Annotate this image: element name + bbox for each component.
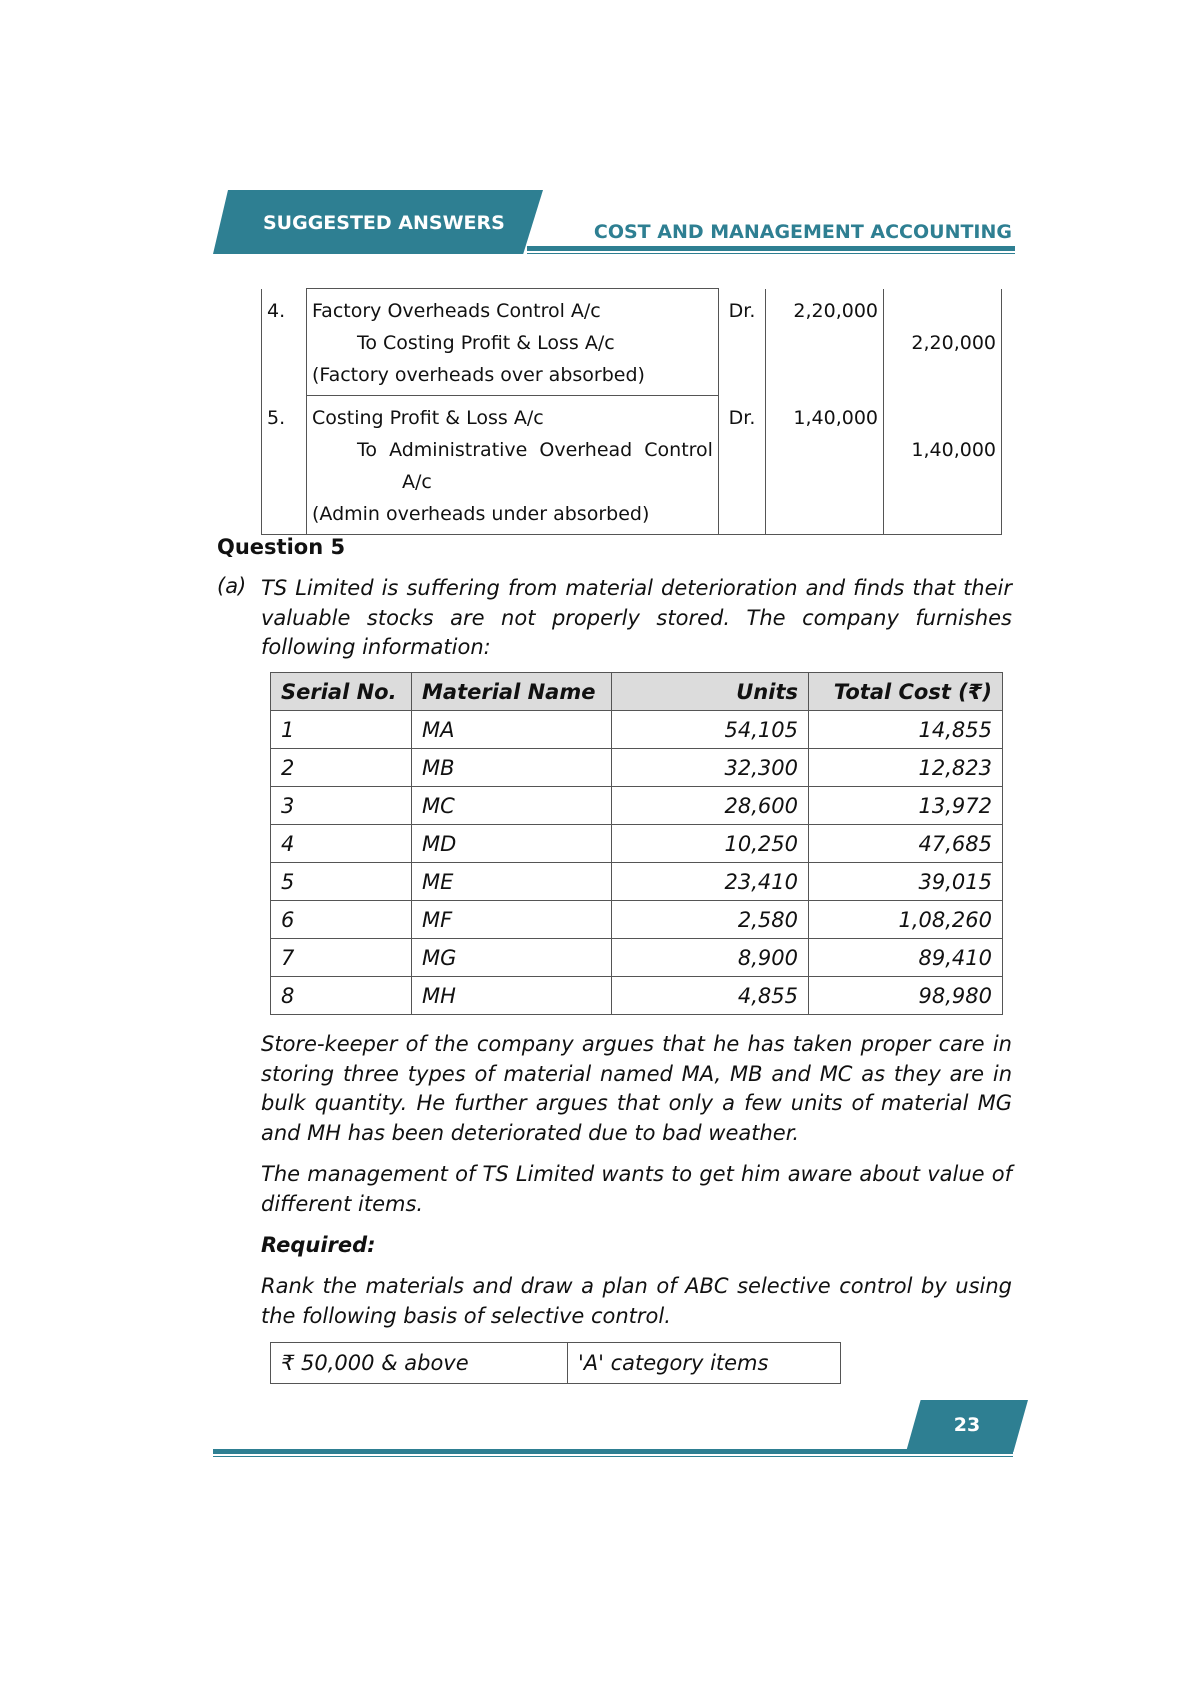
table-row [271, 749, 1003, 787]
serial-cell: 2 [271, 749, 412, 787]
basis-table [270, 1342, 841, 1384]
total-cost-cell: 12,823 [809, 749, 1003, 787]
total-cost-cell: 1,08,260 [809, 901, 1003, 939]
table-row [271, 863, 1003, 901]
material-cell: MA [412, 711, 612, 749]
credit-amount: 2,20,000 [911, 331, 996, 354]
units-cell: 28,600 [612, 787, 809, 825]
table-row [271, 977, 1003, 1015]
credit-word: Overhead [539, 439, 633, 461]
col-header-material: Material Name [412, 673, 612, 711]
material-cell: MG [412, 939, 612, 977]
footer-rule-thin [213, 1456, 1013, 1457]
basis-row [271, 1343, 841, 1384]
units-cell: 32,300 [612, 749, 809, 787]
material-cell: MC [412, 787, 612, 825]
serial-cell: 6 [271, 901, 412, 939]
dr-label: Dr. [719, 289, 766, 396]
basis-range: ₹ 50,000 & above [271, 1343, 568, 1384]
question-intro: TS Limited is suffering from material deterioration and finds that their valuable stocks are not properly stored. The company furnishes following information: [261, 576, 1012, 659]
material-cell: MD [412, 825, 612, 863]
question-title: Question 5 [217, 535, 346, 559]
credit-amount-cell [884, 396, 1002, 535]
basis-category: 'A' category items [568, 1343, 841, 1384]
required-label: Required: [261, 1233, 376, 1257]
materials-table [270, 672, 1003, 1015]
units-cell: 8,900 [612, 939, 809, 977]
entry-number: 4. [262, 289, 307, 396]
header-rule [527, 246, 1015, 251]
units-cell: 54,105 [612, 711, 809, 749]
material-cell: MB [412, 749, 612, 787]
total-cost-cell: 13,972 [809, 787, 1003, 825]
dr-label: Dr. [719, 396, 766, 535]
units-cell: 10,250 [612, 825, 809, 863]
serial-cell: 4 [271, 825, 412, 863]
table-row [271, 901, 1003, 939]
entry-particulars [307, 396, 719, 535]
serial-cell: 1 [271, 711, 412, 749]
management-paragraph: The management of TS Limited wants to get him aware about value of different items. [261, 1162, 1012, 1216]
required-paragraph: Rank the materials and draw a plan of ABC selective control by using the following basis of selective control. [261, 1274, 1012, 1328]
units-cell: 4,855 [612, 977, 809, 1015]
narration: (Admin overheads under absorbed) [312, 503, 650, 525]
material-cell: MH [412, 977, 612, 1015]
credit-word: Control [644, 439, 713, 461]
credit-account-cont: A/c [402, 471, 432, 493]
credit-amount: 1,40,000 [911, 438, 996, 461]
debit-amount: 2,20,000 [766, 289, 884, 396]
total-cost-cell: 14,855 [809, 711, 1003, 749]
journal-table [261, 288, 1002, 535]
debit-account: Factory Overheads Control A/c [312, 300, 601, 322]
serial-cell: 3 [271, 787, 412, 825]
credit-account [312, 434, 713, 466]
units-cell: 23,410 [612, 863, 809, 901]
table-row [271, 825, 1003, 863]
col-header-units: Units [612, 673, 809, 711]
debit-amount: 1,40,000 [766, 396, 884, 535]
col-header-serial: Serial No. [271, 673, 412, 711]
materials-header-row [271, 673, 1003, 711]
storekeeper-paragraph: Store-keeper of the company argues that he has taken proper care in storing three types of material named MA, MB and MC as they are in bulk quantity. He further argues that only a few units of material MG and MH has been deteriorated due to bad weather. [261, 1032, 1012, 1145]
entry-particulars [307, 289, 719, 396]
material-cell: MF [412, 901, 612, 939]
credit-account: To Costing Profit & Loss A/c [357, 332, 615, 354]
header-rule-thin [527, 253, 1015, 254]
serial-cell: 5 [271, 863, 412, 901]
serial-cell: 8 [271, 977, 412, 1015]
serial-cell: 7 [271, 939, 412, 977]
footer-rule [213, 1449, 1013, 1454]
col-header-total-cost: Total Cost (₹) [809, 673, 1003, 711]
entry-number: 5. [262, 396, 307, 535]
credit-amount-cell [884, 289, 1002, 396]
total-cost-cell: 89,410 [809, 939, 1003, 977]
header-title: COST AND MANAGEMENT ACCOUNTING [593, 221, 1012, 243]
units-cell: 2,580 [612, 901, 809, 939]
journal-entry-5 [262, 396, 1002, 535]
table-row [271, 939, 1003, 977]
page-number: 23 [953, 1414, 981, 1436]
total-cost-cell: 98,980 [809, 977, 1003, 1015]
header-tab-label: SUGGESTED ANSWERS [263, 212, 505, 234]
table-row [271, 711, 1003, 749]
journal-entry-4 [262, 289, 1002, 396]
narration: (Factory overheads over absorbed) [312, 364, 645, 386]
credit-word: To [357, 439, 378, 461]
total-cost-cell: 47,685 [809, 825, 1003, 863]
material-cell: ME [412, 863, 612, 901]
debit-account: Costing Profit & Loss A/c [312, 407, 544, 429]
credit-word: Administrative [389, 439, 528, 461]
question-part-label: (a) [217, 574, 247, 598]
table-row [271, 787, 1003, 825]
total-cost-cell: 39,015 [809, 863, 1003, 901]
